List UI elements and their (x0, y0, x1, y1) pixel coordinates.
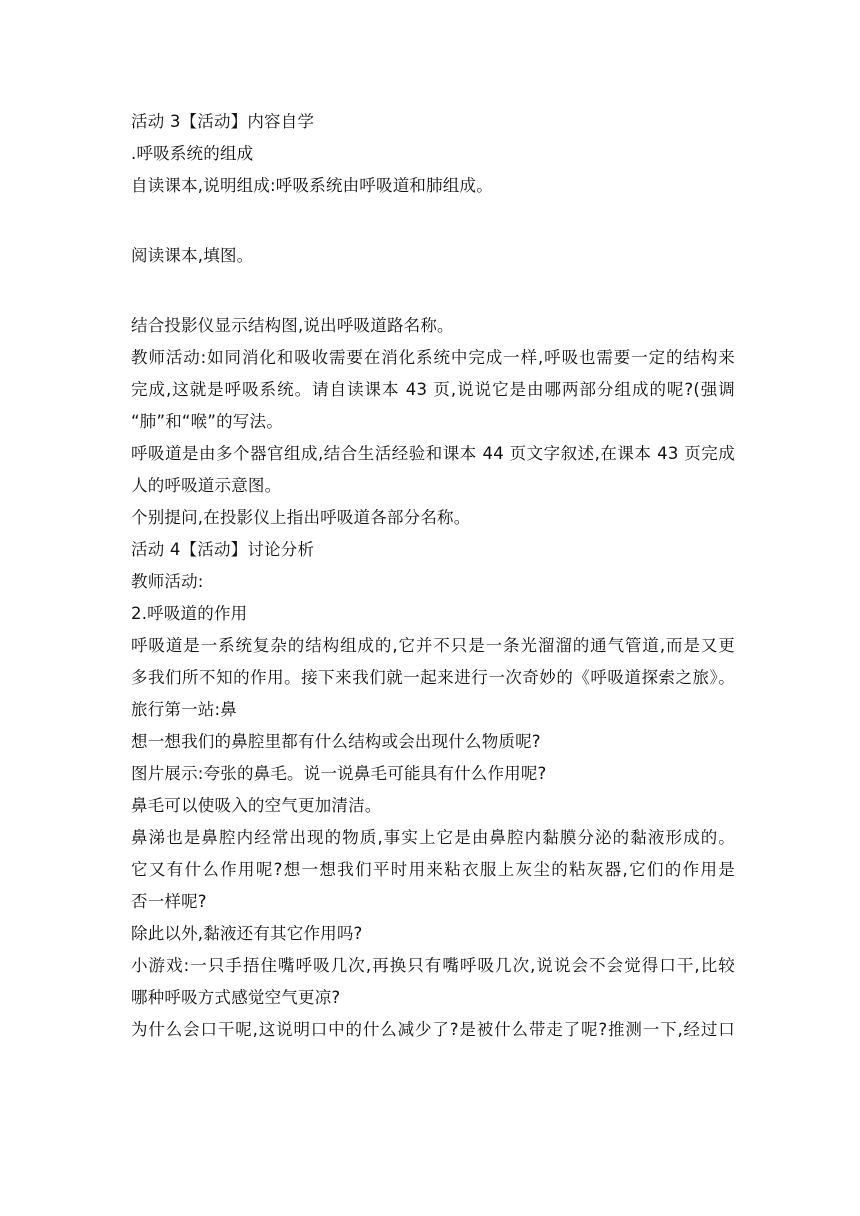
paragraph-line: 个别提问,在投影仪上指出呼吸道各部分名称。 (131, 508, 471, 527)
paragraph-line: 教师活动:如同消化和吸收需要在消化系统中完成一样,呼吸也需要一定的结构来 (131, 348, 735, 367)
activity-3-heading: 活动 3【活动】内容自学 (131, 112, 315, 131)
paragraph-line: 除此以外,黏液还有其它作用吗? (131, 924, 363, 943)
paragraph-line: 鼻毛可以使吸入的空气更加清洁。 (131, 796, 382, 815)
activity-4-heading: 活动 4【活动】讨论分析 (131, 540, 315, 559)
paragraph-line: 完成,这就是呼吸系统。请自读课本 43 页,说说它是由哪两部分组成的呢?(强调 (131, 380, 735, 399)
paragraph-line: 阅读课本,填图。 (131, 246, 254, 265)
paragraph-line: 想一想我们的鼻腔里都有什么结构或会出现什么物质呢? (131, 732, 541, 751)
paragraph-line: 小游戏:一只手捂住嘴呼吸几次,再换只有嘴呼吸几次,说说会不会觉得口干,比较 (131, 956, 735, 975)
paragraph-line: 自读课本,说明组成:呼吸系统由呼吸道和肺组成。 (131, 176, 493, 195)
paragraph-line: 鼻涕也是鼻腔内经常出现的物质,事实上它是由鼻腔内黏膜分泌的黏液形成的。 (131, 828, 735, 847)
section-heading-respiratory-tract-function: 2.呼吸道的作用 (131, 604, 248, 623)
paragraph-line: 人的呼吸道示意图。 (131, 476, 282, 495)
paragraph-line: 哪种呼吸方式感觉空气更凉? (131, 988, 341, 1007)
paragraph-line: 旅行第一站:鼻 (131, 700, 237, 719)
paragraph-line: 多我们所不知的作用。接下来我们就一起来进行一次奇妙的《呼吸道探索之旅》。 (131, 668, 735, 687)
paragraph-line: 结合投影仪显示结构图,说出呼吸道路名称。 (131, 316, 454, 335)
paragraph-line: 为什么会口干呢,这说明口中的什么减少了?是被什么带走了呢?推测一下,经过口 (131, 1020, 735, 1039)
paragraph-line: “肺”和“喉”的写法。 (131, 412, 283, 431)
paragraph-line: 呼吸道是一系统复杂的结构组成的,它并不只是一条光溜溜的通气管道,而是又更 (131, 636, 735, 655)
paragraph-gap (131, 272, 735, 310)
document-body (131, 106, 735, 1046)
paragraph-line: 它又有什么作用呢?想一想我们平时用来粘衣服上灰尘的粘灰器,它们的作用是 (131, 860, 735, 879)
paragraph-line: 呼吸道是由多个器官组成,结合生活经验和课本 44 页文字叙述,在课本 43 页完成 (131, 444, 735, 463)
paragraph-line: 图片展示:夸张的鼻毛。说一说鼻毛可能具有什么作用呢? (131, 764, 547, 783)
paragraph-line: 否一样呢? (131, 892, 207, 911)
paragraph-line: 教师活动: (131, 572, 204, 591)
paragraph-gap (131, 202, 735, 240)
section-heading-respiratory-system: .呼吸系统的组成 (131, 144, 254, 163)
